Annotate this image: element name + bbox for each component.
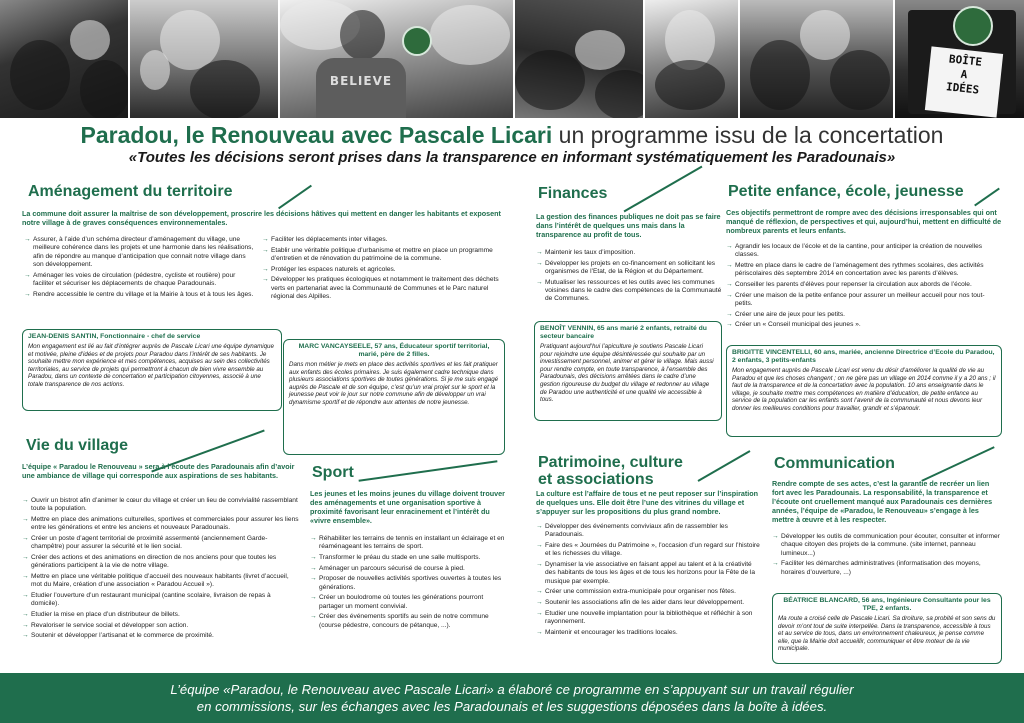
list-finances <box>536 249 722 306</box>
quote-author: BÉATRICE BLANCARD, 56 ans, Ingénieure Consultante pour les TPE, 2 enfants. <box>783 597 991 612</box>
heading-swoosh <box>698 450 751 482</box>
heading-text: Vie du village <box>26 437 128 454</box>
section-intro-sport: Les jeunes et les moins jeunes du village doivent trouver des aménagements et une organisation sportive à proximité favorisant leur enracinement et l’intérêt du «vivre ensemble». <box>310 489 505 525</box>
heading-text: Aménagement du territoire <box>28 183 233 200</box>
heading-text: Sport <box>312 464 354 481</box>
list-item: → Développer les projets en co-financement en sollicitant les organismes de l’Etat, de la Région et du Département. <box>536 260 722 277</box>
list-item: → Mettre en place une véritable politique d’accueil des nouveaux habitants (livret d’accueil, mot du Maire, création d’une association « Paradou Accueil »). <box>22 573 300 590</box>
list-item: → Créer un poste d’agent territorial de proximité assermenté (anciennement Garde-champêtre) pour assurer la sécurité et le lien social. <box>22 535 300 552</box>
list-item: → Proposer de nouvelles activités sportives ouvertes à toutes les générations. <box>310 575 506 592</box>
list-item: → Soutenir et développer l’artisanat et le commerce de proximité. <box>22 632 300 640</box>
ballot-badge <box>953 6 993 46</box>
list-item: → Assurer, à l’aide d’un schéma directeur d’aménagement du village, une meilleure cohérence dans les projets et une harmonie dans les réalisations, afin de répondre au manque d’anticipation que connait notre village dans son développement. <box>24 236 256 269</box>
list-amenagement-col1 <box>24 236 256 301</box>
heading-swoosh <box>974 188 1000 207</box>
sweater-text: BELIEVE <box>329 74 393 88</box>
list-communication <box>772 533 1002 579</box>
list-item: → Etudier la mise en place d’un distributeur de billets. <box>22 611 300 619</box>
list-item: → Créer une aire de jeux pour les petits. <box>726 311 1002 319</box>
list-item: → Créer un « Conseil municipal des jeunes ». <box>726 321 1002 329</box>
list-item: → Maintenir et encourager les traditions locales. <box>536 629 764 637</box>
section-heading-patrimoine <box>538 454 683 488</box>
sweater-shape <box>316 58 406 118</box>
quote-author: BENOÎT VENNIN, 65 ans marié 2 enfants, retraité du secteur bancaire <box>540 325 707 340</box>
list-item: → Développer les pratiques écologiques et notamment le traitement des déchets verts en partenariat avec la Communauté de Communes et le Parc naturel régional des Alpilles. <box>262 276 506 301</box>
ballot-text <box>926 50 1002 99</box>
section-heading-finances <box>538 185 607 202</box>
photo-speaker <box>645 0 740 118</box>
heading-swoosh <box>359 460 498 481</box>
photo-audience <box>740 0 895 118</box>
heading-line-1: Patrimoine, culture <box>538 454 683 471</box>
list-item: → Créer un boulodrome où toutes les générations pourront partager un moment convivial. <box>310 594 506 611</box>
title-part-2: Renouveau <box>210 122 335 148</box>
list-item: → Conseiller les parents d’élèves pour repenser la circulation aux abords de l’école. <box>726 281 1002 289</box>
heading-text: Communication <box>774 455 895 472</box>
list-item: → Créer une maison de la petite enfance pour assurer un meilleur accueil pour nos tout-petits. <box>726 292 1002 309</box>
list-amenagement-col2 <box>262 236 506 304</box>
page-title <box>0 122 1024 149</box>
heading-line-2: et associations <box>538 471 654 488</box>
section-heading-enfance <box>728 183 964 200</box>
heading-text: Finances <box>538 185 608 202</box>
photo-believe-sweater <box>280 0 515 118</box>
quote-text: Ma route a croisé celle de Pascale Licari. Sa droiture, sa probité et son sens du devoir m’ont tout de suite interpellée. Dans la transparence, accessible à tous et au service de tous, dans un environnement chaleureux, je pense comme elle, que la Mairie doit accueillir, communiquer et être moteur de la vie municipale. <box>778 615 996 653</box>
heading-text: Petite enfance, école, jeunesse <box>728 183 964 200</box>
list-item: → Aménager un parcours sécurisé de course à pied. <box>310 565 506 573</box>
list-item: → Créer des événements sportifs au sein de notre commune (course pédestre, concours de pétanque, ...). <box>310 613 506 630</box>
section-heading-sport <box>312 464 354 481</box>
ballot-line-1: BOÎTE <box>948 52 983 69</box>
photo-idea-box <box>895 0 1024 118</box>
list-patrimoine <box>536 523 764 639</box>
quote-author: MARC VANCAYSEELE, 57 ans, Éducateur sportif territorial, marié, père de 2 filles. <box>298 343 490 358</box>
list-item: → Mettre en place des animations culturelles, sportives et commerciales pour assurer les liens entre les générations et entre les anciens et nouveaux Paradounais. <box>22 516 300 533</box>
section-intro-patrimoine: La culture est l’affaire de tous et ne peut reposer sur l’inspiration de quelques uns. Elle doit être l’une des vitrines du village et s’appuyer sur les propositions du plus grand nombre. <box>536 489 759 516</box>
quote-text: Pratiquant aujourd’hui l’apiculture je soutiens Pascale Licari pour rejoindre une équipe désintéressée qui souhaite par un investissement personnel, animer et gérer le village. Mais aussi pour rendre compte, en toute transparence, à l’ensemble des Paradounais, des décisions arrêtées dans le cadre d’une gestion rigoureuse du budget du village et redonner au village de Paradou une authenticité et une qualité vie accessible à tous. <box>540 343 714 404</box>
list-item: → Ouvrir un bistrot afin d’animer le cœur du village et créer un lieu de convivialité rassemblant toute la population. <box>22 497 300 514</box>
list-item: → Etudier une nouvelle implantation pour la bibliothèque et réfléchir à son rayonnement. <box>536 610 764 627</box>
section-intro-finances: La gestion des finances publiques ne doit pas se faire dans l’intérêt de quelques uns mais dans la transparence au profit de tous. <box>536 212 721 239</box>
title-part-1: Paradou, le <box>80 122 205 148</box>
list-enfance <box>726 243 1002 332</box>
list-item: → Agrandir les locaux de l’école et de la cantine, pour anticiper la création de nouvelles classes. <box>726 243 1002 260</box>
list-item: → Faciliter les démarches administratives (informatisation des moyens, horaires d’ouverture, ...) <box>772 560 1002 577</box>
title-part-4: un programme issu de la concertation <box>558 122 944 148</box>
list-item: → Créer des actions et des animations en direction de nos anciens pour que toutes les générations participent à la vie de notre village. <box>22 554 300 571</box>
list-item: → Développer des événements conviviaux afin de rassembler les Paradounais. <box>536 523 764 540</box>
list-item: → Mettre en place dans le cadre de l’aménagement des rythmes scolaires, des activités périscolaires dès septembre 2014 en concertation avec les parents d’élèves. <box>726 262 1002 279</box>
section-intro-communication: Rendre compte de ses actes, c’est la garantie de recréer un lien fort avec les Paradounais. La responsabilité, la transparence et l’écoute ont cruellement manqué aux Paradounais ces dernières années, l’équipe de «Paradou, le Renouveau» s’engage à les mettre à œuvre et à les respecter. <box>772 479 993 524</box>
title-part-3: avec Pascale Licari <box>341 122 553 148</box>
list-item: → Etablir une véritable politique d’urbanisme et mettre en place un programme d’entretien et de rénovation du patrimoine de la commune. <box>262 247 506 264</box>
quote-text: Mon engagement auprès de Pascale Licari est venu du désir d’améliorer la qualité de vie au Paradou et que les choses changent ; on ne gère pas un village en 2014 comme il y a 20 ans ; il faut de la transparence et de la concertation avec la population. 10 ans enseignante dans le village, je souhaite mettre mes compétences en matière d’éducation, de petite enfance au service de la population car les enfants sont l’avenir de la communauté et nous devons leur donner les meilleures conditions pour travailler, grandir et s’épanouir. <box>732 367 996 412</box>
section-intro-enfance: Ces objectifs permettront de rompre avec des décisions irresponsables qui ont manqué de réflexion, de perspectives et qui, aujourd’hui, mettent en difficulté de nombreux parents et leurs enfants. <box>726 208 1002 235</box>
list-item: → Dynamiser la vie associative en faisant appel au talent et à la créativité des habitants de tous les âges et de tous les horizons pour la Fête de la musique par exemple. <box>536 561 764 586</box>
page-subtitle: «Toutes les décisions seront prises dans la transparence en informant systématiquement les Paradounais» <box>128 149 896 166</box>
campaign-badge <box>402 26 432 56</box>
quote-author: BRIGITTE VINCENTELLI, 60 ans, mariée, ancienne Directrice d’Ecole du Paradou, 2 enfants, 3 petits-enfants <box>732 349 995 364</box>
quote-santin <box>22 329 282 411</box>
list-item: → Revaloriser le service social et développer son action. <box>22 622 300 630</box>
ballot-line-3: IDÉES <box>945 80 980 97</box>
quote-author: JEAN-DENIS SANTIN, Fonctionnaire - chef de service <box>28 333 201 340</box>
photo-banner <box>0 0 1024 118</box>
list-item: → Mutualiser les ressources et les outils avec les communes voisines dans le cadre des compétences de la Communauté de Communes. <box>536 279 722 304</box>
list-item: → Etudier l’ouverture d’un restaurant municipal (cantine scolaire, livraison de repas à domicile). <box>22 592 300 609</box>
list-item: → Aménager les voies de circulation (pédestre, cycliste et routière) pour faciliter et sécuriser les déplacements de chaque Paradounais. <box>24 272 256 289</box>
photo-meeting-hall <box>515 0 645 118</box>
footer-line-1: L’équipe «Paradou, le Renouveau avec Pascale Licari» a élaboré ce programme en s’appuyant sur un travail régulier <box>170 682 854 697</box>
section-heading-amenagement <box>28 183 232 200</box>
list-item: → Maintenir les taux d’imposition. <box>536 249 722 257</box>
ballot-line-2: A <box>960 67 969 82</box>
list-sport <box>310 535 506 632</box>
section-intro-amenagement: La commune doit assurer la maîtrise de son développement, proscrire les décisions hâtives qui mettent en danger les habitants et exposent notre village à de graves conséquences environnementales. <box>22 209 501 227</box>
section-heading-vie <box>26 437 128 454</box>
quote-text: Mon engagement est lié au fait d’intégrer auprès de Pascale Licari une équipe dynamique et motivée, pleine d’idées et de projets pour Paradou dans l’intérêt de ses habitants. Je souhaite mettre mon expérience et mes compétences, acquises au sein des collectivités territoriales, au service de projets qui permettront à chacun de bien vivre ensemble au Paradou, dans un contexte de concertation et participation citoyennes, associé à une totale transparence de nos actions. <box>28 343 274 388</box>
list-item: → Développer les outils de communication pour écouter, consulter et informer chaque citoyen des projets de la commune. (site internet, panneau lumineux...) <box>772 533 1002 558</box>
quote-blancard <box>772 593 1002 664</box>
footer-banner <box>0 673 1024 723</box>
photo-crowd-left <box>0 0 130 118</box>
section-heading-communication <box>774 455 895 472</box>
heading-swoosh <box>278 185 312 210</box>
list-item: → Rendre accessible le centre du village et la Mairie à tous et à tous les âges. <box>24 291 256 299</box>
list-item: → Créer une commission extra-municipale pour organiser nos fêtes. <box>536 588 764 596</box>
photo-thumbs-up <box>130 0 280 118</box>
quote-vennin <box>534 321 722 421</box>
list-vie <box>22 497 300 643</box>
footer-line-2: en commissions, sur les échanges avec les Paradounais et les suggestions déposées dans la boîte à idées. <box>196 699 828 714</box>
list-item: → Faciliter les déplacements inter villages. <box>262 236 506 244</box>
list-item: → Réhabiliter les terrains de tennis en installant un éclairage et en réaménageant les terrains de sport. <box>310 535 506 552</box>
heading-swoosh <box>921 446 994 482</box>
quote-vancayseele <box>283 339 505 455</box>
quote-text: Dans mon métier je mets en place des activités sportives et les fait pratiquer aux enfants des écoles primaires. Je suis également cadre technique dans plusieurs associations sportives de toutes générations. Si je me suis engagé auprès de Pascale et de son équipe, c’est qu’un vrai projet sur le sport et la jeunesse peut voir le jour sur notre commune afin de développer un vrai dynamisme sportif et de répondre aux attentes de notre jeunesse. <box>289 361 499 406</box>
section-intro-vie: L’équipe « Paradou le Renouveau » sera à l’écoute des Paradounais afin d’avoir une ambiance de village qui corresponde aux aspirations de ses habitants. <box>22 462 295 480</box>
list-item: → Transformer le préau du stade en une salle multisports. <box>310 554 506 562</box>
heading-swoosh <box>624 166 703 213</box>
quote-vincentelli <box>726 345 1002 437</box>
list-item: → Soutenir les associations afin de les aider dans leur développement. <box>536 599 764 607</box>
list-item: → Faire des « Journées du Patrimoine », l’occasion d’un regard sur l’histoire et les richesses du village. <box>536 542 764 559</box>
list-item: → Protéger les espaces naturels et agricoles. <box>262 266 506 274</box>
